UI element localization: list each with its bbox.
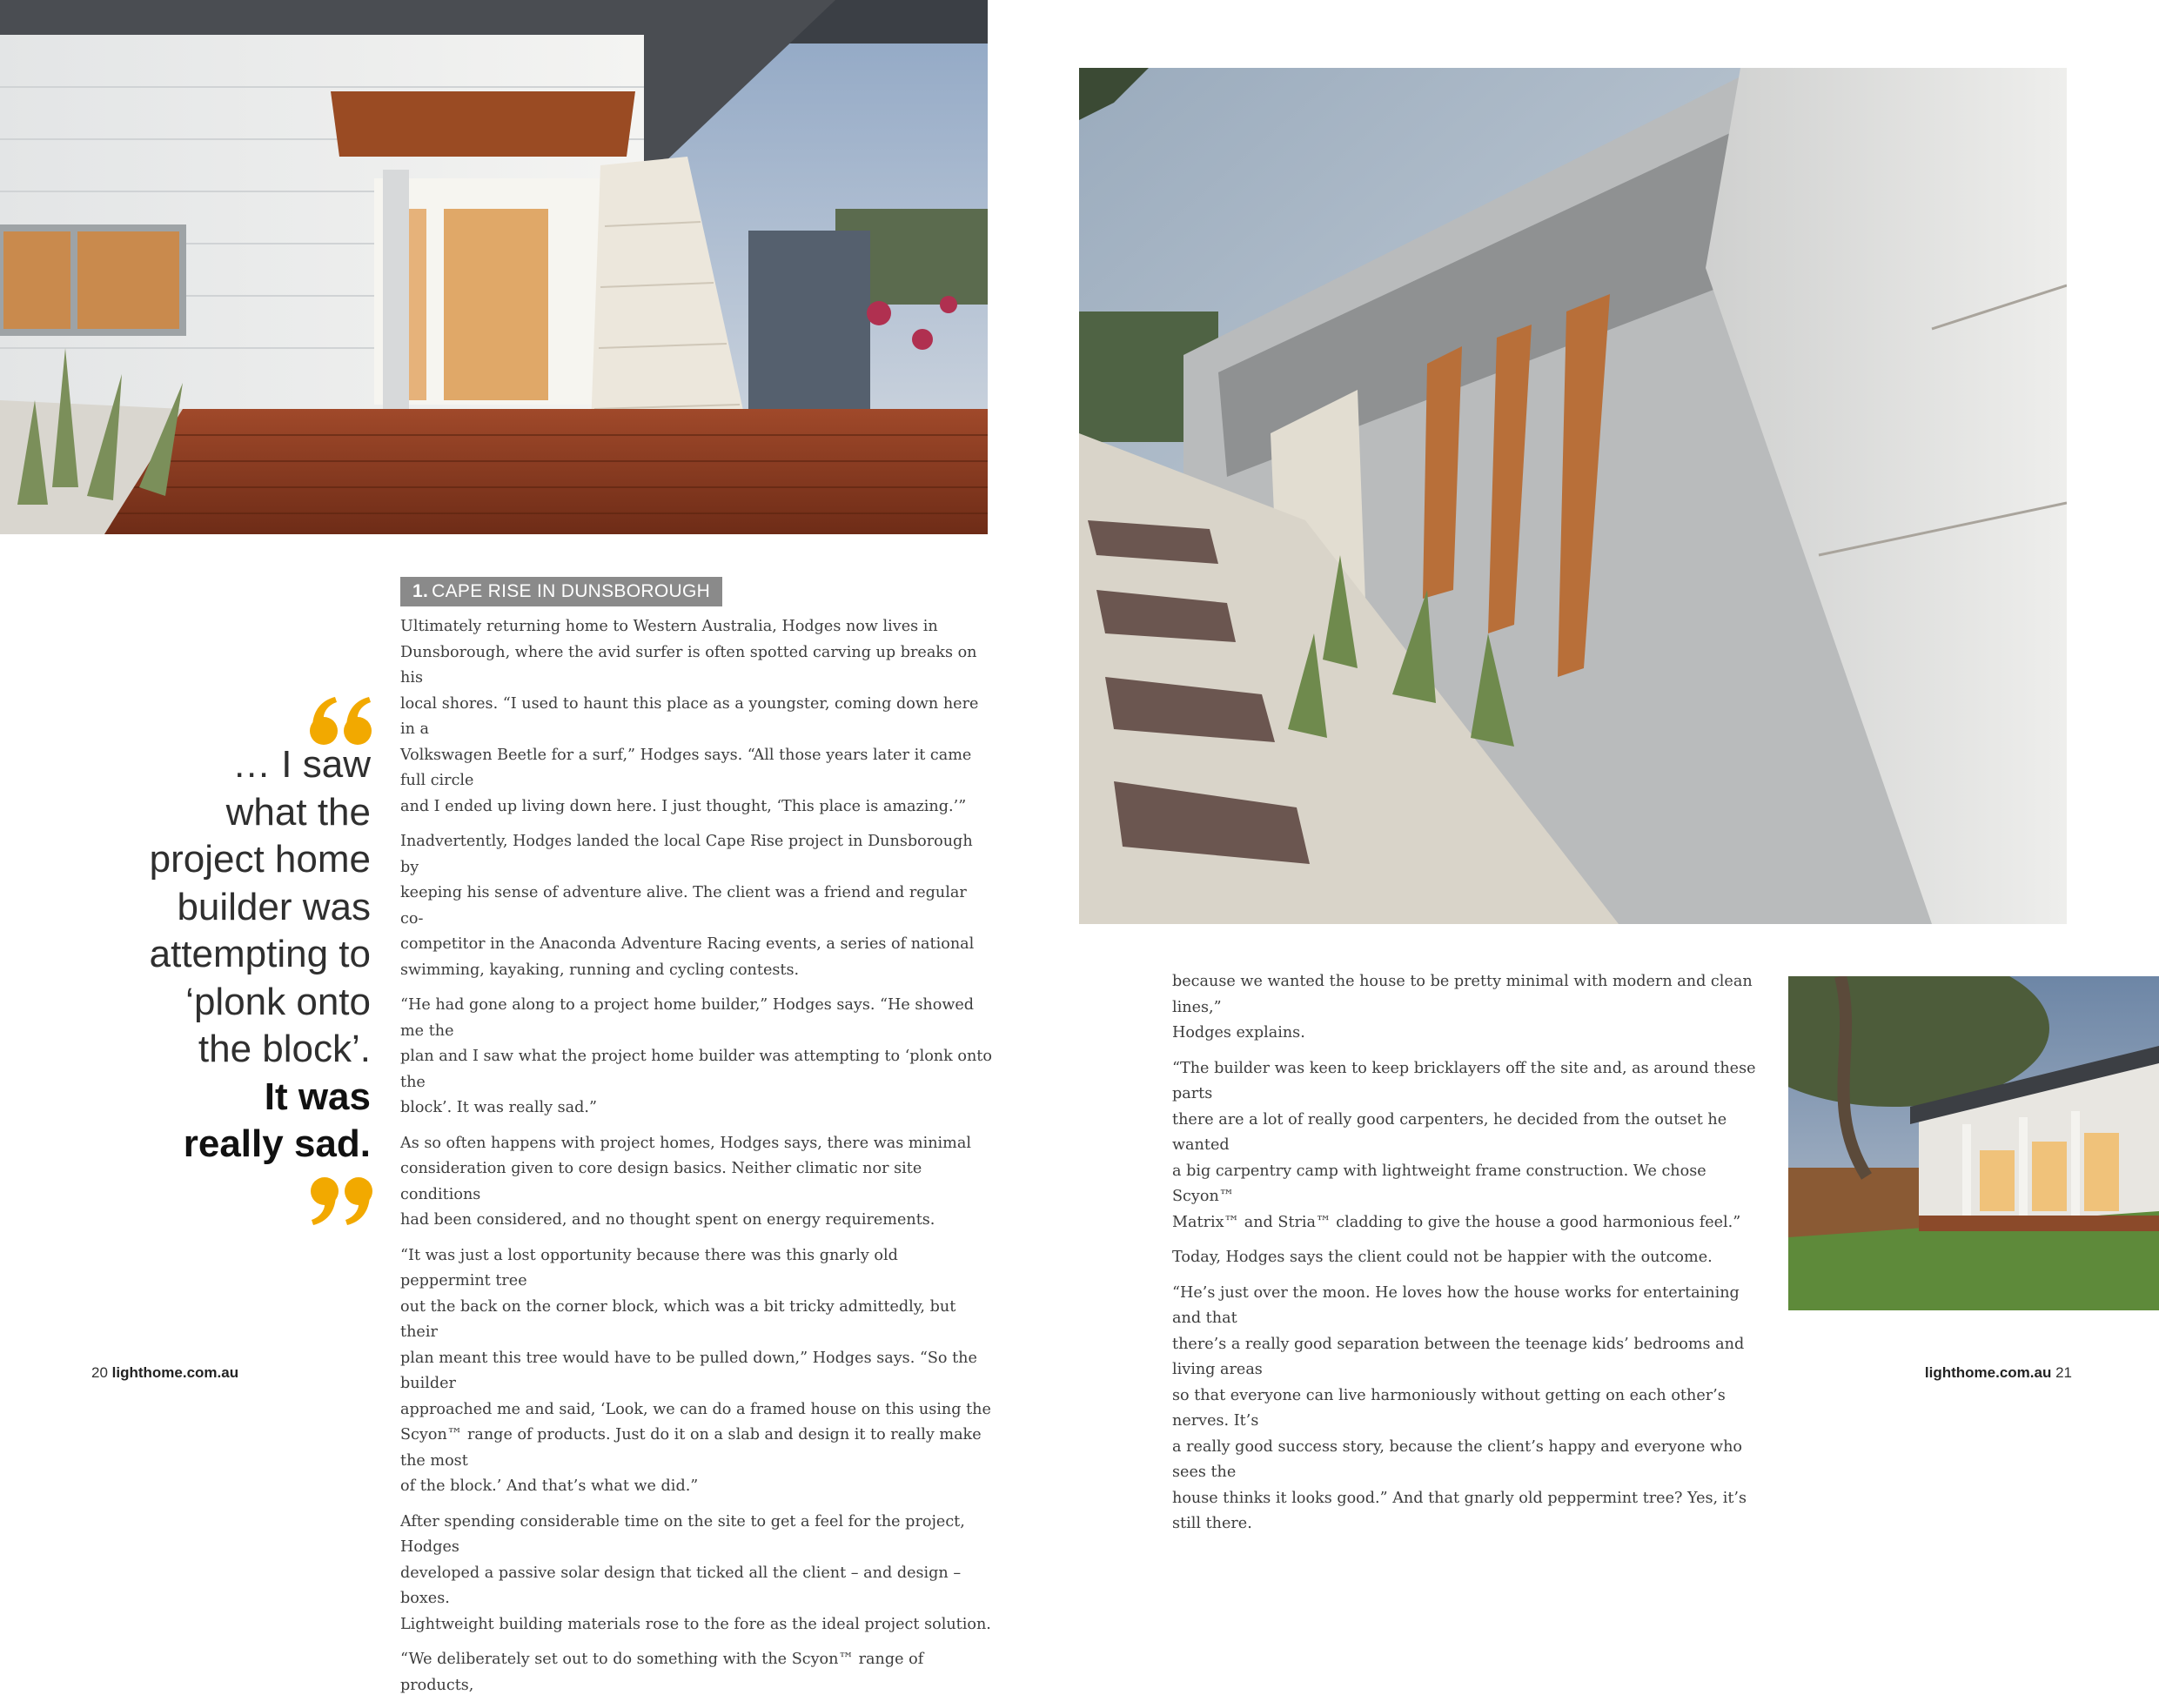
- page-number-right: 21: [2055, 1364, 2072, 1381]
- paragraph: Inadvertently, Hodges landed the local Cape Rise project in Dunsborough by keeping his sense of adventure alive. The client was a friend and regular co- competitor in the Anaconda Adventure Racing events, a series of national swimming, kayaking, running and cycling contests.: [400, 833, 975, 979]
- photo-house-facade: [1079, 68, 2067, 924]
- paragraph: “He’s just over the moon. He loves how the house works for entertaining and that there’s a really good separation between the teenage kids’ bedrooms and living areas so that everyone can live harmoniously without getting on each other’s nerves. It’s a really good success story, because the client’s happy and everyone who sees the house thinks it looks good.” And that gnarly old peppermint tree? Yes, it’s still there.: [1172, 1283, 1747, 1532]
- article-column-left: [400, 614, 992, 1708]
- paragraph: “He had gone along to a project home builder,” Hodges says. “He showed me the plan and I saw what the project home builder was attempting to ‘plonk onto the block’. It was really sad.”: [400, 996, 992, 1116]
- paragraph: “We deliberately set out to do something with the Scyon™ range of products,: [400, 1651, 924, 1694]
- section-heading: [400, 577, 722, 606]
- article-column-right: [1172, 969, 1764, 1547]
- photo-house-backyard: [1788, 976, 2159, 1310]
- site-url-left[interactable]: lighthome.com.au: [111, 1364, 239, 1381]
- paragraph: Today, Hodges says the client could not be happier with the outcome.: [1172, 1249, 1713, 1266]
- paragraph: Ultimately returning home to Western Australia, Hodges now lives in Dunsborough, where the avid surfer is often spotted carving up breaks on his local shores. “I used to haunt this place as a youngster, coming down here in a Volkswagen Beetle for a surf,” Hodges says. “All those years later it came full circle and I ended up living down here. I just thought, ‘This place is amazing.’”: [400, 618, 979, 815]
- paragraph: “It was just a lost opportunity because there was this gnarly old peppermint tree out the back on the corner block, which was a bit tricky admittedly, but their plan meant this tree would have to be pulled down,” Hodges says. “So the builder approached me and said, ‘Look, we can do a framed house on this using the Scyon™ range of products. Just do it on a slab and design it to really make the most of the block.’ And that’s what we did.”: [400, 1246, 991, 1495]
- paragraph: “The builder was keen to keep bricklayers off the site and, as around these parts there are a lot of really good carpenters, he decided from the outset he wanted a big carpentry camp with lightweight frame construction. We chose Scyon™ Matrix™ and Stria™ cladding to give the house a good harmonious feel.”: [1172, 1059, 1756, 1231]
- pull-quote-text: … I saw what the project home builder was attempting to ‘plonk onto the block’.: [149, 743, 371, 1070]
- site-url-right[interactable]: lighthome.com.au: [1924, 1364, 2052, 1381]
- footer-left: [91, 1364, 238, 1382]
- paragraph: because we wanted the house to be pretty minimal with modern and clean lines,” Hodges explains.: [1172, 973, 1753, 1042]
- section-title: CAPE RISE IN DUNSBOROUGH: [432, 581, 711, 601]
- open-quote-icon: [309, 693, 373, 747]
- page-number-left: 20: [91, 1364, 108, 1381]
- pull-quote: [5, 741, 371, 1169]
- footer-right: [1925, 1364, 2072, 1382]
- section-number: 1.: [412, 581, 429, 601]
- pull-quote-emphasis: It was really sad.: [183, 1075, 371, 1165]
- paragraph: As so often happens with project homes, Hodges says, there was minimal consideration given to core design basics. Neither climatic nor site conditions had been considered, and no thought spent on energy requirements.: [400, 1134, 971, 1229]
- paragraph: After spending considerable time on the site to get a feel for the project, Hodges developed a passive solar design that ticked all the client – and design – boxes. Lightweight building materials rose to the fore as the ideal project solution.: [400, 1512, 991, 1633]
- photo-house-entrance: [0, 0, 988, 534]
- close-quote-icon: [309, 1175, 373, 1229]
